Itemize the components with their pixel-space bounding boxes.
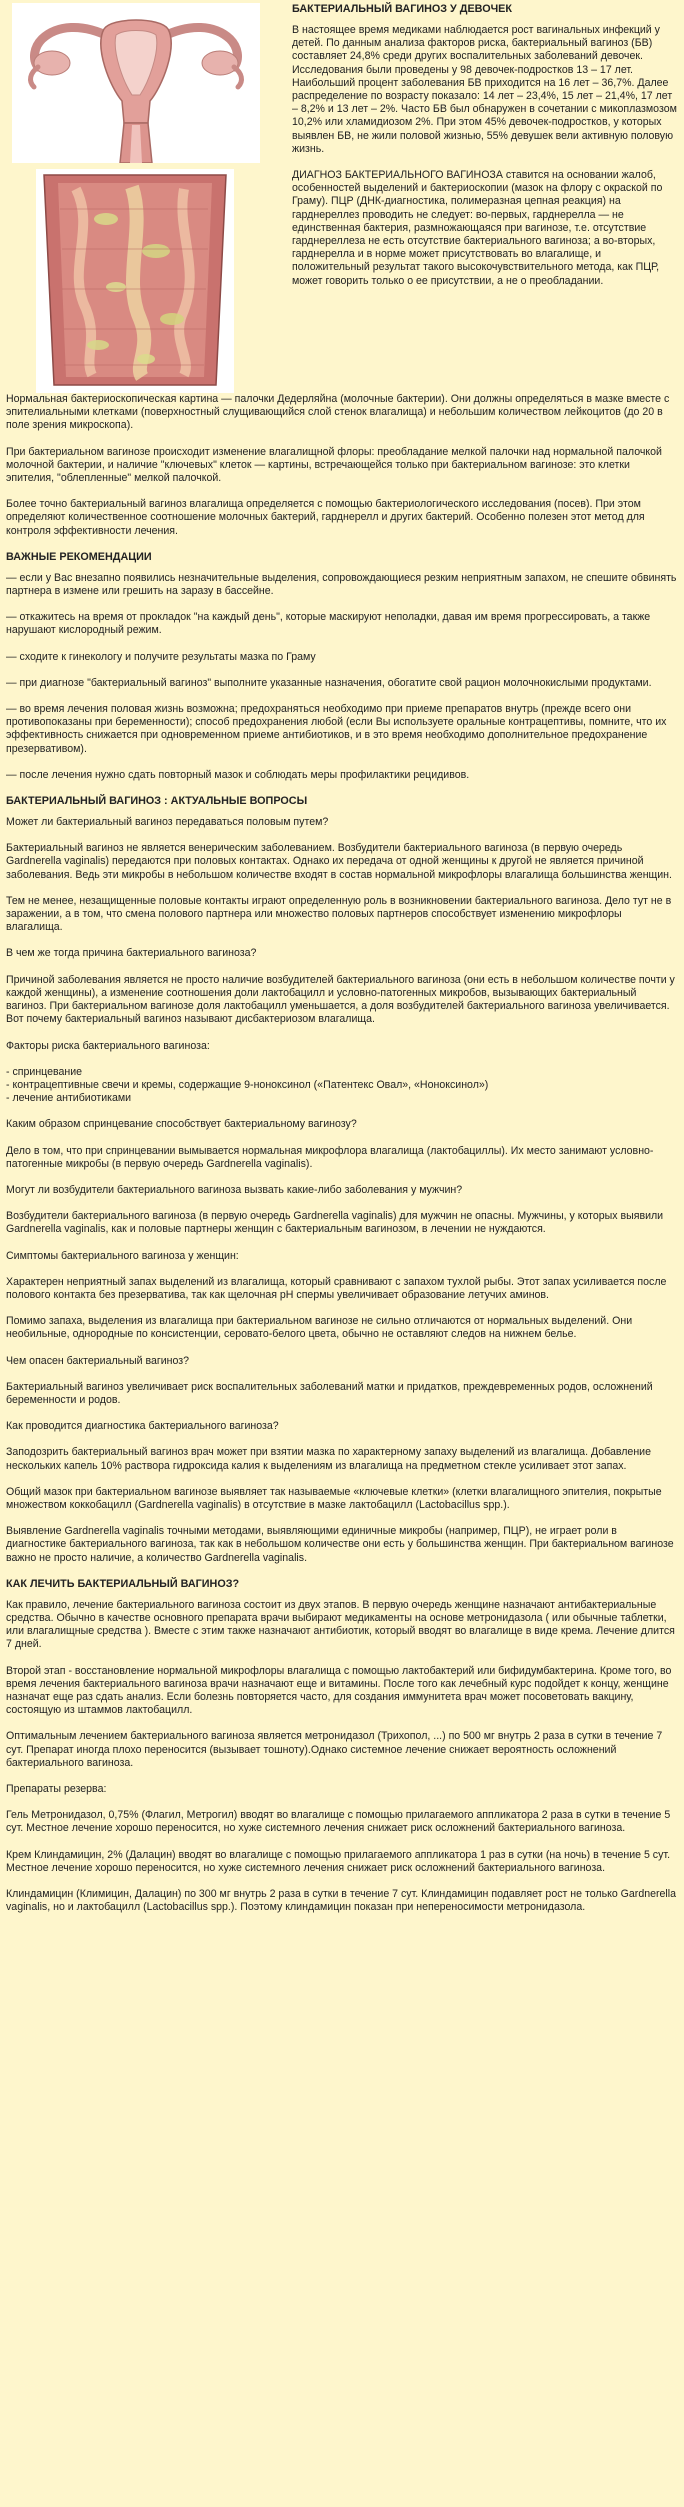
article <box>0 3 684 1914</box>
symptom-paragraph: Помимо запаха, выделения из влагалища при бактериальном вагинозе не сильно отличаются от нормальных выделений. Они необильные, однородные по консистенции, серовато-белого цвета, обычно не оставляют следов на нижнем белье. <box>6 1315 633 1341</box>
faq-answer: Причиной заболевания является не просто наличие возбудителей бактериального вагиноза (они есть в небольшом количестве почти у каждой женщины), а изменение соотношения доли лактобацилл и условно-патогенных микробов, вызывающих бактериальный вагиноз. При бактериальном вагинозе доля лактобацилл уменьшается, а доля возбудителей бактериального вагиноза увеличивается. Вот почему бактериальный вагиноз называют дисбактериозом влагалища. <box>6 973 675 1026</box>
faq-question: Как проводится диагностика бактериального вагиноза? <box>6 1420 279 1433</box>
treatment-heading: КАК ЛЕЧИТЬ БАКТЕРИАЛЬНЫЙ ВАГИНОЗ? <box>6 1577 240 1590</box>
faq-answer: Дело в том, что при спринцевании вымывается нормальная микрофлора влагалища (лактобациллы). Их место занимают условно-патогенные микробы (в первую очередь Gardnerella vaginalis). <box>6 1144 654 1170</box>
faq-answer: Бактериальный вагиноз не является венерическим заболеванием. Возбудители бактериального вагиноза (в первую очередь Gardnerella vaginalis) передаются при половых контактах. Однако их передача от одной женщины к другой не является причиной заболевания. Ведь эти микробы в небольшом количестве входят в состав нормальной микрофлоры влагалища большинства женщин. <box>6 842 672 881</box>
risk-factor-item: - контрацептивные свечи и кремы, содержащие 9-ноноксинол («Патентекс Овал», «Ноноксинол») <box>6 1078 489 1091</box>
faq-heading: БАКТЕРИАЛЬНЫЙ ВАГИНОЗ : АКТУАЛЬНЫЕ ВОПРОСЫ <box>6 795 308 808</box>
reserve-drug-paragraph: Гель Метронидазол, 0,75% (Флагил, Метрогил) вводят во влагалище с помощью прилагаемого аппликатора 2 раза в сутки в течение 5 сут. Местное лечение хорошо переносится, но хуже системного лечения снижает риск осложнений бактериального вагиноза. <box>6 1809 671 1835</box>
treatment-paragraph: Оптимальным лечением бактериального вагиноза является метронидазол (Трихопол, ...) по 500 мг внутрь 2 раза в сутки в течение 7 сут. Препарат иногда плохо переносится (вызывает тошноту).Однако системное лечение снижает вероятность осложнений бактериального вагиноза. <box>6 1730 663 1769</box>
illustrations <box>6 3 284 393</box>
uterus-illustration <box>12 3 260 163</box>
risk-factor-item: - спринцевание <box>6 1065 83 1078</box>
recommendation-item: — откажитесь на время от прокладок "на каждый день", которые маскируют неполадки, давая им время прогрессировать, а также нарушают кислородный режим. <box>6 611 651 637</box>
culture-paragraph: Более точно бактериальный вагиноз влагалища определяется с помощью бактериологического исследования (посев). При этом определяют количественное соотношение молочных бактерий, гарднерелл и других бактерий. Особенно полезен этот метод для контроля эффективности лечения. <box>6 498 645 537</box>
faq-question: Может ли бактериальный вагиноз передаваться половым путем? <box>6 816 329 829</box>
risk-factor-item: - лечение антибиотиками <box>6 1092 132 1105</box>
recommendation-item: — после лечения нужно сдать повторный мазок и соблюдать меры профилактики рецидивов. <box>6 768 470 781</box>
recommendation-item: — если у Вас внезапно появились незначительные выделения, сопровождающиеся резким неприятным запахом, не спешите обвинять партнера в измене или грешить на заразу в бассейне. <box>6 571 677 598</box>
faq-answer: Возбудители бактериального вагиноза (в первую очередь Gardnerella vaginalis) для мужчин не опасны. Мужчины, у которых выявили Gardnerella vaginalis, как и половые партнеры женщин с бактериальным вагинозом, в лечении не нуждаются. <box>6 1210 664 1236</box>
norm-paragraph: Нормальная бактериоскопическая картина — палочки Дедерляйна (молочные бактерии). Они должны определяться в мазке вместе с эпителиальными клетками (поверхностный слущивающийся слой стенок влагалища) и небольшим количеством лейкоцитов (до 20 в поле зрения микроскопа). <box>6 393 670 432</box>
risk-factors-title: Факторы риска бактериального вагиноза: <box>6 1039 210 1052</box>
vaginal-wall-illustration <box>36 169 234 393</box>
diagnosis-paragraph: ДИАГНОЗ БАКТЕРИАЛЬНОГО ВАГИНОЗА ставится на основании жалоб, особенностей выделений и бактериоскопии (мазок на флору с окраской по Граму). ПЦР (ДНК-диагностика, полимеразная цепная реакция) на гарднереллез проводить не следует: во-первых, гарднерелла — не единственная бактерия, размножающаяся при вагинозе, т.е. отсутствие гарднереллеза не есть отсутствие бактериального вагиноза; а во-вторых, гарднерелла и в норме может присутствовать во влагалище, и положительный результат такого высокочувствительного метода, как ПЦР, может говорить только о ее присутствии, а не о преобладании. <box>292 169 663 287</box>
faq-question: Каким образом спринцевание способствует бактериальному вагинозу? <box>6 1118 357 1131</box>
reserve-drug-paragraph: Крем Клиндамицин, 2% (Далацин) вводят во влагалище с помощью прилагаемого аппликатора 1 раз в сутки (на ночь) в течение 5 сут. Местное лечение хорошо переносится, но хуже системного лечения снижает риск осложнений бактериального вагиноза. <box>6 1848 671 1874</box>
faq-answer: Общий мазок при бактериальном вагинозе выявляет так называемые «ключевые клетки» (клетки влагалищного эпителия, покрытые множеством коккобацилл (Gardnerella vaginalis) в отсутствие в мазке лактобацилл (Lactobacillus spp.). <box>6 1485 662 1511</box>
faq-answer: Бактериальный вагиноз увеличивает риск воспалительных заболеваний матки и придатков, преждевременных родов, осложнений беременности и родов. <box>6 1380 653 1406</box>
reserve-drug-paragraph: Клиндамицин (Климицин, Далацин) по 300 мг внутрь 2 раза в сутки в течение 7 сут. Клиндамицин подавляет рост не только Gardnerella vaginalis, но и лактобацилл (Lactobacillus spp.). Поэтому клиндамицин показан при непереносимости метронидазола. <box>6 1888 677 1914</box>
article-title: БАКТЕРИАЛЬНЫЙ ВАГИНОЗ У ДЕВОЧЕК <box>292 3 512 15</box>
recommendation-item: — во время лечения половая жизнь возможна; предохраняться необходимо при приеме препаратов внутрь (прежде всего они противопоказаны при беременности); способ предохранения любой (если Вы используете оральные контрацептивы, помните, что их эффективность снижается при одновременном приеме антибиотиков, и в это время необходимо дополнительное предохранение презервативом). <box>6 703 667 755</box>
recommendations-heading: ВАЖНЫЕ РЕКОМЕНДАЦИИ <box>6 550 152 563</box>
flora-change-paragraph: При бактериальном вагинозе происходит изменение влагалищной флоры: преобладание мелкой палочки над нормальной палочкой молочной бактерии, и наличие "ключевых" клеток — картины, встречающейся только при бактериальном вагинозе: это клетки эпителия, "облепленные" мелкой палочкой. <box>6 445 662 485</box>
faq-answer: Заподозрить бактериальный вагиноз врач может при взятии мазка по характерному запаху выделений из влагалища. Добавление нескольких капель 10% раствора гидроксида калия к выделениям из влагалища на предметном стекле усиливает этот запах. <box>6 1446 651 1472</box>
recommendation-item: — при диагнозе "бактериальный вагиноз" выполните указанные назначения, обогатите свой рацион молочнокислыми продуктами. <box>6 676 652 689</box>
faq-answer: Выявление Gardnerella vaginalis точными методами, выявляющими единичные микробы (например, ПЦР), не играет роли в диагностике бактериального вагиноза, так как в небольшом количестве они есть у большинства женщин. При бактериальном вагинозе важно не просто наличие, а количество Gardnerella vaginalis. <box>6 1525 674 1564</box>
risk-factors-list <box>6 1066 679 1106</box>
intro-paragraph: В настоящее время медиками наблюдается рост вагинальных инфекций у детей. По данным анализа факторов риска, бактериальный вагиноз (БВ) составляет 24,8% среди других воспалительных заболеваний девочек. Исследования были проведены у 98 девочек-подростков 13 – 17 лет. Наибольший процент заболевания БВ приходится на 16 лет – 36,7%. Далее распределение по возрасту показало: 14 лет – 23,4%, 15 лет – 21,4%, 17 лет – 8,2% и 13 лет – 2%. Часто БВ был обнаружен в сочетании с микоплазмозом 10,2% или хламидиозом 2%. При этом 45% девочек-подростков, у которых выявлен БВ, не жили половой жизнью, 55% девушек вели активную половую жизнь. <box>292 24 677 155</box>
symptoms-title: Симптомы бактериального вагиноза у женщин: <box>6 1249 239 1262</box>
faq-answer: Тем не менее, незащищенные половые контакты играют определенную роль в возникновении бактериального вагиноза. Дело тут не в заражении, а в том, что смена полового партнера или множество половых партнеров способствует изменению микрофлоры влагалища. <box>6 894 672 934</box>
reserve-drugs-title: Препараты резерва: <box>6 1783 107 1796</box>
faq-question: Могут ли возбудители бактериального вагиноза вызвать какие-либо заболевания у мужчин? <box>6 1183 463 1196</box>
symptom-paragraph: Характерен неприятный запах выделений из влагалища, который сравнивают с запахом тухлой рыбы. Этот запах усиливается после полового контакта без презерватива, так как щелочная pH спермы увеличивает образование летучих аминов. <box>6 1275 667 1301</box>
recommendation-item: — сходите к гинекологу и получите результаты мазка по Граму <box>6 650 316 663</box>
faq-question: Чем опасен бактериальный вагиноз? <box>6 1354 190 1367</box>
treatment-paragraph: Второй этап - восстановление нормальной микрофлоры влагалища с помощью лактобактерий или бифидумбактерина. Кроме того, во время лечения бактериального вагиноза врачи назначают еще и витамины. После того как лечебный курс подойдет к концу, женщине назначат еще раз сдать анализ. Если болезнь повторяется часто, для создания иммунитета врач может посоветовать вакцину, состоящую из штаммов лактобацилл. <box>6 1664 672 1717</box>
faq-question: В чем же тогда причина бактериального вагиноза? <box>6 947 257 960</box>
treatment-paragraph: Как правило, лечение бактериального вагиноза состоит из двух этапов. В первую очередь женщине назначают антибактериальные средства. Обычно в качестве основного препарата врачи выбирают медикаменты на основе метронидазола ( или обычные таблетки, или влагалищные средства ). Вместе с этим также назначают антибиотик, который вводят во влагалище в виде крема. Лечение длится 7 дней. <box>6 1598 675 1651</box>
